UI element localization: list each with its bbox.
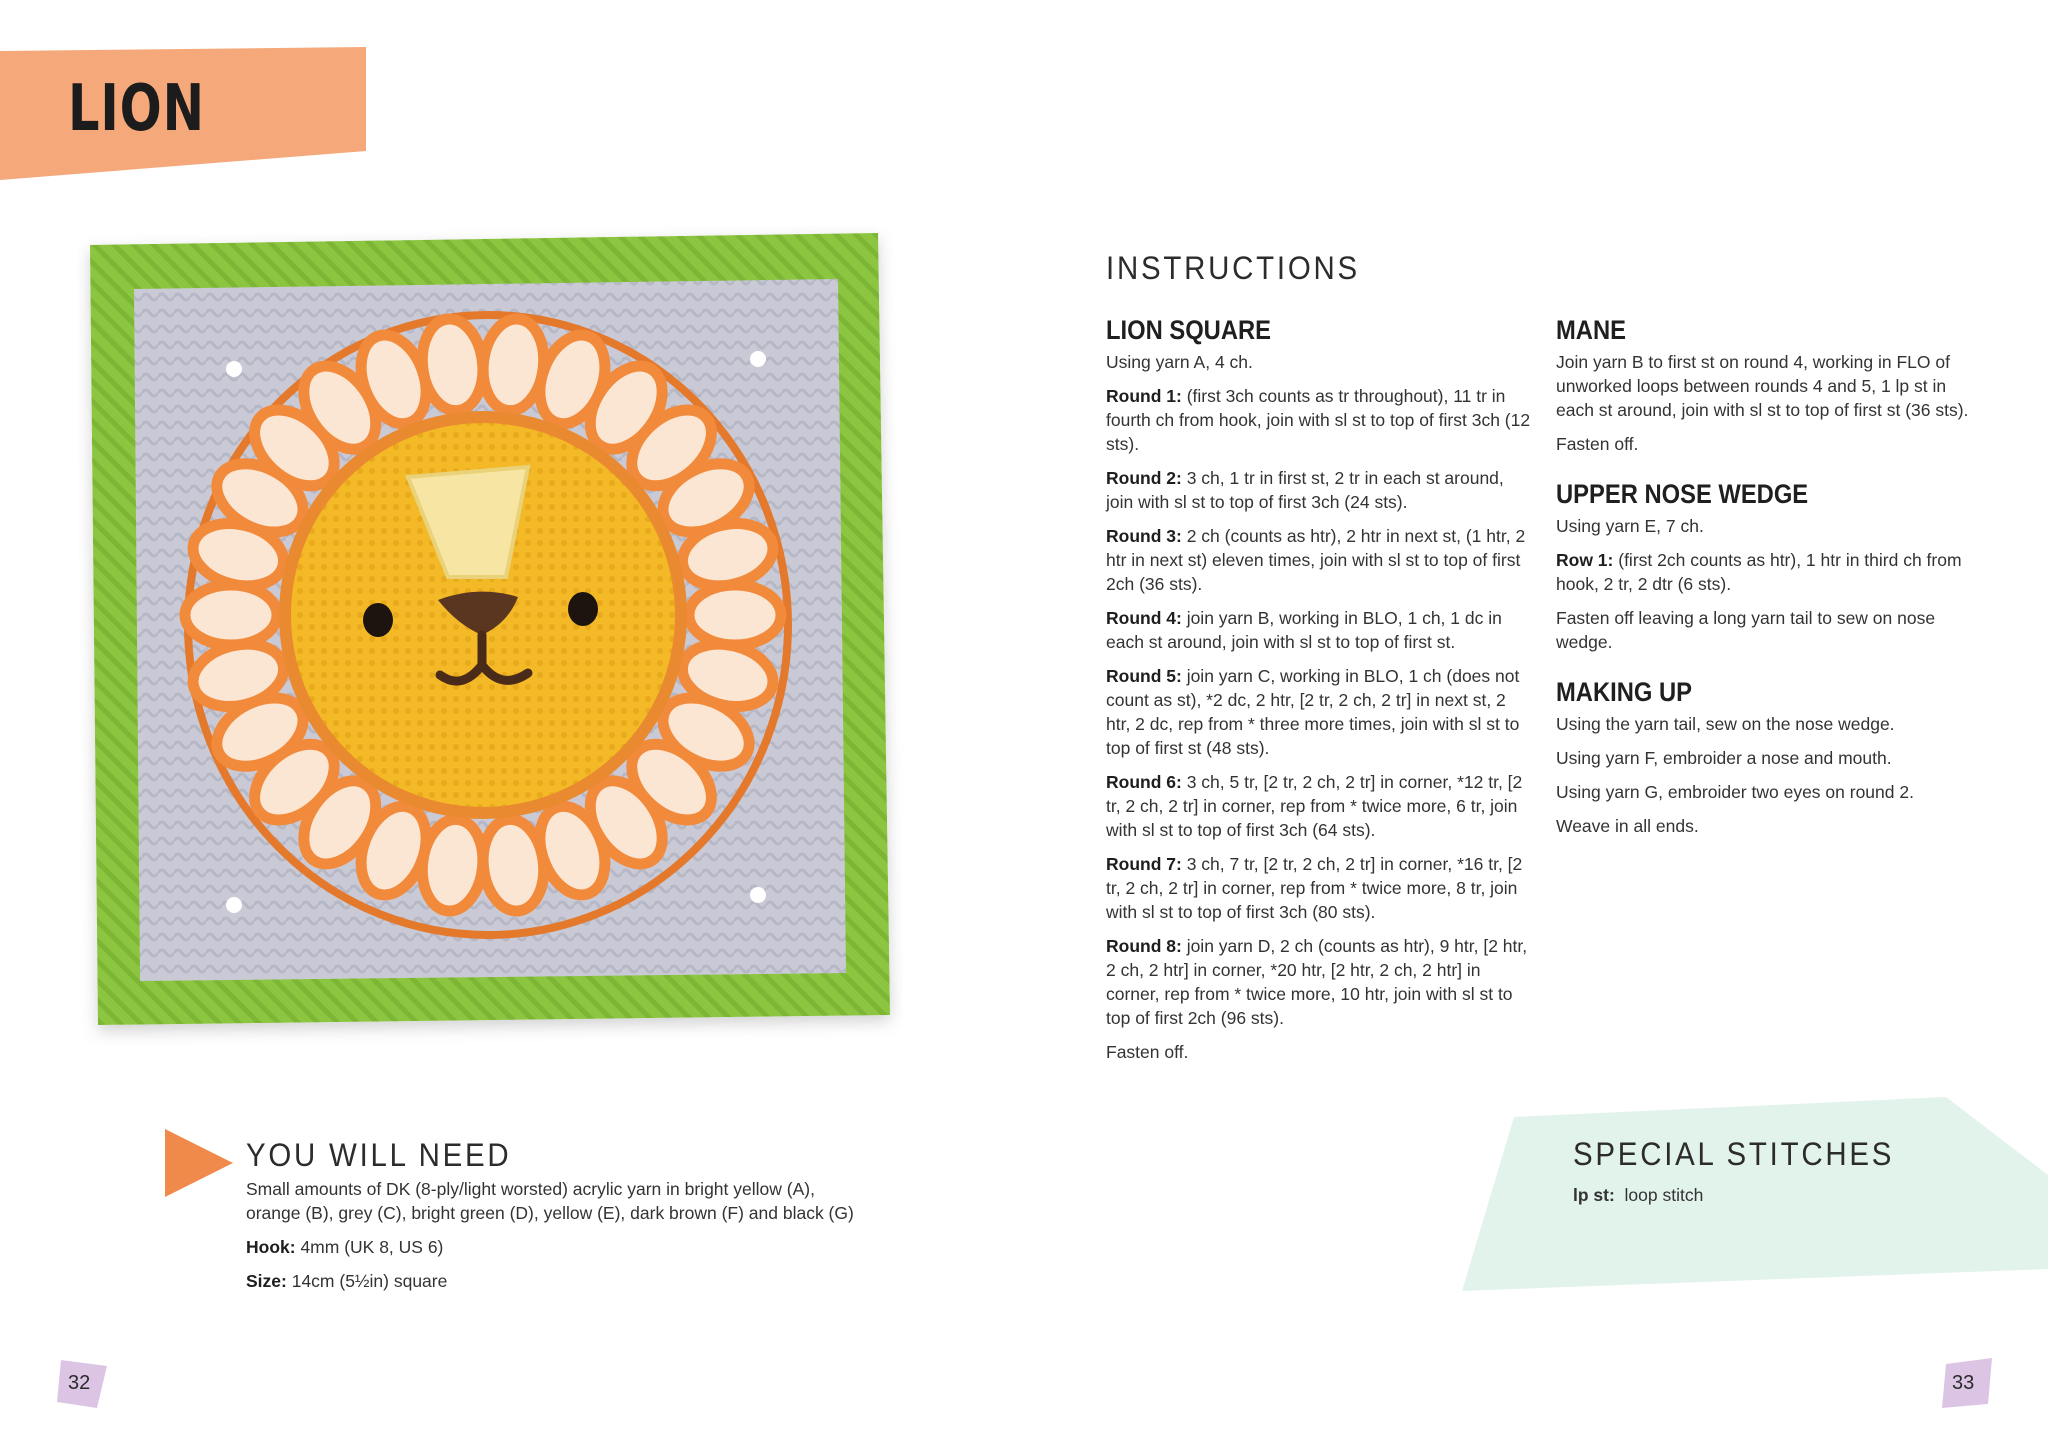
mane-loop xyxy=(689,585,781,645)
round-label: Round 6: xyxy=(1106,772,1182,792)
hook-label: Hook: xyxy=(246,1237,296,1257)
round-label: Round 4: xyxy=(1106,608,1182,628)
lion-square-title: LION SQUARE xyxy=(1106,315,1272,345)
rounds-list xyxy=(1106,384,1531,1030)
round-4 xyxy=(1106,606,1531,654)
making-up-section xyxy=(1556,677,1986,838)
mane-section xyxy=(1556,315,1986,456)
page-number-left: 32 xyxy=(68,1372,91,1394)
size-line xyxy=(246,1269,866,1293)
instructions-heading-wrap xyxy=(1106,250,1382,287)
round-1 xyxy=(1106,384,1531,456)
round-label: Round 8: xyxy=(1106,936,1182,956)
round-text: 3 ch, 5 tr, [2 tr, 2 ch, 2 tr] in corner, *12 tr, [2 tr, 2 ch, 2 tr] in corner, rep from * twice more, 6 tr, join with sl st to top of first 3ch (64 sts). xyxy=(1106,772,1523,840)
upper-nose-wedge-section xyxy=(1556,479,1986,654)
special-abbr: lp st: xyxy=(1573,1185,1615,1205)
page-title: LION xyxy=(68,72,205,146)
lion-square-section xyxy=(1106,315,1531,1074)
upper-nose-wedge-intro: Using yarn E, 7 ch. xyxy=(1556,516,1704,536)
instructions-right-column xyxy=(1556,315,1986,856)
instructions-heading: INSTRUCTIONS xyxy=(1106,250,1360,286)
page-number-right: 33 xyxy=(1952,1372,1975,1394)
special-stitches-heading: SPECIAL STITCHES xyxy=(1573,1136,1895,1172)
hook-line xyxy=(246,1235,866,1259)
round-label: Round 2: xyxy=(1106,468,1182,488)
hook-value: 4mm (UK 8, US 6) xyxy=(295,1237,444,1257)
making-up-step: Using the yarn tail, sew on the nose wedge. xyxy=(1556,714,1895,734)
round-text: 3 ch, 1 tr in first st, 2 tr in each st around, join with sl st to top of first 3ch (24 sts). xyxy=(1106,468,1504,512)
upper-nose-wedge-row xyxy=(1556,548,1986,596)
yarn-requirements: Small amounts of DK (8-ply/light worsted) acrylic yarn in bright yellow (A), orange (B), grey (C), bright green (D), yellow (E), dark brown (F) and black (G) xyxy=(246,1179,854,1223)
round-text: 2 ch (counts as htr), 2 htr in next st, (1 htr, 2 htr in next st) eleven times, join with sl st to top of first 2ch (36 sts). xyxy=(1106,526,1526,594)
mane-end: Fasten off. xyxy=(1556,434,1639,454)
round-text: 3 ch, 7 tr, [2 tr, 2 ch, 2 tr] in corner, *16 tr, [2 tr, 2 ch, 2 tr] in corner, rep from * twice more, 8 tr, join with sl st to top of first 3ch (80 sts). xyxy=(1106,854,1523,922)
size-value: 14cm (5½in) square xyxy=(286,1271,448,1291)
you-will-need-section xyxy=(246,1137,866,1303)
round-5 xyxy=(1106,664,1531,760)
special-meaning: loop stitch xyxy=(1614,1185,1704,1205)
lion-square-end: Fasten off. xyxy=(1106,1042,1189,1062)
round-2 xyxy=(1106,466,1531,514)
making-up-step: Using yarn F, embroider a nose and mouth. xyxy=(1556,748,1892,768)
making-up-step: Weave in all ends. xyxy=(1556,816,1699,836)
round-text: (first 3ch counts as tr throughout), 11 tr in fourth ch from hook, join with sl st to top of first 3ch (12 sts). xyxy=(1106,386,1531,454)
round-text: join yarn B, working in BLO, 1 ch, 1 dc in each st around, join with sl st to top of first st. xyxy=(1106,608,1502,652)
round-label: Round 5: xyxy=(1106,666,1182,686)
size-label: Size: xyxy=(246,1271,287,1291)
row-text: (first 2ch counts as htr), 1 htr in third ch from hook, 2 tr, 2 dtr (6 sts). xyxy=(1556,550,1962,594)
mane-text: Join yarn B to first st on round 4, working in FLO of unworked loops between rounds 4 and 5, 1 lp st in each st around, join with sl st to top of first st (36 sts). xyxy=(1556,352,1969,420)
round-label: Round 1: xyxy=(1106,386,1182,406)
mane-loop xyxy=(185,585,277,645)
special-stitches-section xyxy=(1573,1136,1973,1206)
round-text: join yarn C, working in BLO, 1 ch (does not count as st), *2 dc, 2 htr, [2 tr, 2 ch, 2 tr] in next st, 2 htr, 2 dc, rep from * three more times, join with sl st to top of first st (48 sts). xyxy=(1106,666,1520,758)
making-up-title: MAKING UP xyxy=(1556,677,1692,707)
you-will-need-heading: YOU WILL NEED xyxy=(246,1137,512,1173)
mane-title: MANE xyxy=(1556,315,1626,345)
round-label: Round 3: xyxy=(1106,526,1182,546)
round-6 xyxy=(1106,770,1531,842)
making-up-step: Using yarn G, embroider two eyes on round 2. xyxy=(1556,782,1914,802)
round-7 xyxy=(1106,852,1531,924)
round-label: Round 7: xyxy=(1106,854,1182,874)
row-label: Row 1: xyxy=(1556,550,1614,570)
upper-nose-wedge-title: UPPER NOSE WEDGE xyxy=(1556,479,1809,509)
you-will-need-arrow-icon xyxy=(163,1127,235,1199)
round-text: join yarn D, 2 ch (counts as htr), 9 htr, [2 htr, 2 ch, 2 htr] in corner, *20 htr, [2 htr, 2 ch, 2 htr] in corner, rep from * twice more, 10 htr, join with sl st to top of first 2ch (96 sts). xyxy=(1106,936,1528,1028)
round-3 xyxy=(1106,524,1531,596)
lion-square-intro: Using yarn A, 4 ch. xyxy=(1106,352,1253,372)
lion-crochet-square-image xyxy=(78,225,903,1045)
round-8 xyxy=(1106,934,1531,1030)
upper-nose-wedge-end: Fasten off leaving a long yarn tail to sew on nose wedge. xyxy=(1556,608,1936,652)
